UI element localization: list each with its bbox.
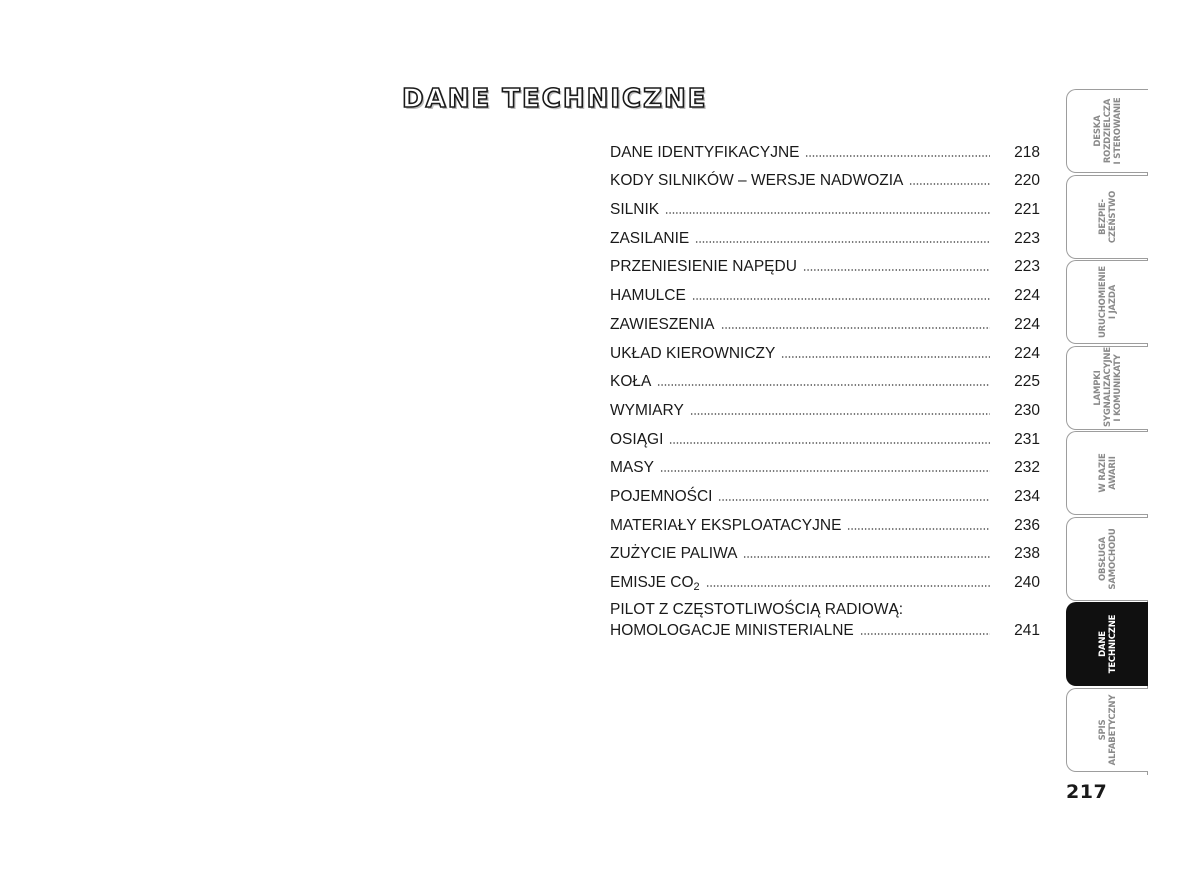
toc-entry-page: 224 [1014,287,1040,305]
toc-leader [610,312,990,338]
toc-entry[interactable] [610,226,1040,255]
toc-entry-page: 223 [1014,229,1040,247]
section-tab-label-line: LAMPKI [1092,369,1103,406]
toc-entry-label: MASY [610,455,660,481]
section-tab-label [1098,434,1118,512]
dot-leader [690,413,990,415]
section-tab-lampki[interactable] [1066,346,1148,430]
toc-entry-page: 220 [1014,172,1040,190]
section-tab-label-line: BEZPIE- [1097,198,1108,235]
toc-leader [610,283,990,309]
dot-leader [847,528,990,530]
toc-entry-label: SILNIK [610,197,665,223]
section-tab-label-line: CZEŃSTWO [1107,190,1118,243]
toc-entry-label: PRZENIESIENIE NAPĘDU [610,254,803,280]
toc-leader [610,484,990,510]
toc-entry[interactable] [610,283,1040,312]
section-tab-label-line: DANE [1097,631,1108,657]
toc-leader [610,341,990,367]
section-tab-spis-alfabetyczny[interactable] [1066,688,1148,772]
toc-entry[interactable] [610,427,1040,456]
section-tab-label-line: DESKA [1092,115,1103,147]
toc-entry-page: 231 [1014,430,1040,448]
toc-leader [610,427,990,453]
dot-leader [706,585,990,587]
section-tab-label-line: AWARII [1107,456,1118,490]
section-tab-label-line: SPIS [1097,719,1108,740]
toc-leader [610,140,990,166]
dot-leader [743,556,990,558]
toc-entry-label: UKŁAD KIEROWNICZY [610,341,781,367]
section-tab-label [1093,92,1123,170]
toc-entry-page: 230 [1014,401,1040,419]
section-tab-label-line: OBSŁUGA [1097,536,1108,581]
dot-leader [909,183,990,185]
toc-entry-page: 232 [1014,459,1040,477]
toc-leader [610,254,990,280]
toc-entry-page: 240 [1014,574,1040,591]
toc-entry-label [610,570,706,596]
dot-leader [665,212,990,214]
toc-entry-label: ZASILANIE [610,226,695,252]
page-number: 217 [1066,781,1108,803]
section-tab-label [1098,691,1118,769]
toc-entry[interactable] [610,484,1040,513]
toc-entry[interactable] [610,370,1040,399]
page-title: DANE TECHNICZNE [402,84,708,114]
toc-entry-label: KOŁA [610,369,657,395]
section-tab-label [1092,346,1123,427]
section-tab-label-line: I KOMUNIKATY [1112,353,1123,422]
section-tab-label-line: ALFABETYCZNY [1107,694,1118,765]
toc-entry[interactable] [610,140,1040,169]
dot-leader [781,356,990,358]
toc-entry[interactable] [610,312,1040,341]
section-tab-label-line: URUCHOMIENIE [1097,265,1108,339]
section-tab-label-line: ROZDZIELCZA [1102,98,1113,164]
toc-leader [610,226,990,252]
toc-entry-page: 218 [1014,143,1040,161]
section-tab-label [1098,605,1118,683]
toc-entry-label: ZAWIESZENIA [610,312,721,338]
toc-entry[interactable] [610,456,1040,485]
toc-entry[interactable] [610,599,1040,647]
dot-leader [692,298,990,300]
toc-entry-label: POJEMNOŚCI [610,484,718,510]
section-tab-bezpieczenstwo[interactable] [1066,175,1148,259]
dot-leader [660,470,990,472]
table-of-contents [610,140,1040,647]
section-tab-label [1098,178,1118,256]
section-tab-label [1098,263,1118,341]
section-tab-label-line: SAMOCHODU [1107,527,1118,590]
toc-leader [610,398,990,424]
toc-entry-label: DANE IDENTYFIKACYJNE [610,140,805,166]
toc-entry-label: KODY SILNIKÓW – WERSJE NADWOZIA [610,168,909,194]
toc-entry-label: WYMIARY [610,398,690,424]
toc-entry-page: 223 [1014,258,1040,276]
toc-entry-label: OSIĄGI [610,427,669,453]
toc-leader [610,455,990,481]
dot-leader [803,269,990,271]
toc-entry-label: ZUŻYCIE PALIWA [610,541,743,567]
toc-entry-page: 221 [1014,201,1040,219]
section-tab-label-line: I JAZDA [1107,284,1118,320]
toc-entry[interactable] [610,398,1040,427]
toc-entry-label: HOMOLOGACJE MINISTERIALNE [610,618,860,644]
toc-entry-page: 234 [1014,487,1040,505]
toc-entry[interactable] [610,341,1040,370]
toc-leader [610,168,990,194]
toc-leader [610,197,990,223]
subscript-two: 2 [693,581,700,593]
toc-entry-label: HAMULCE [610,283,692,309]
toc-entry-page: 224 [1014,344,1040,362]
dot-leader [695,241,990,243]
dot-leader [860,633,990,635]
section-tab-uruchomienie[interactable] [1066,260,1148,344]
toc-leader [610,618,990,644]
section-tab-deska-rozdzielcza[interactable] [1066,89,1148,173]
toc-entry-page: 225 [1014,373,1040,391]
dot-leader [721,327,991,329]
toc-leader [610,369,990,395]
toc-entry[interactable] [610,542,1040,571]
toc-entry[interactable] [610,197,1040,226]
section-tab-label-line: SYGNALIZACYJNE [1102,346,1113,427]
toc-entry-page: 236 [1014,516,1040,534]
toc-entry[interactable] [610,169,1040,198]
toc-entry-page: 238 [1014,545,1040,563]
section-tab-obsluga[interactable] [1066,517,1148,601]
dot-leader [805,155,990,157]
toc-leader [610,541,990,567]
dot-leader [718,499,990,501]
toc-entry-page: 241 [1014,622,1040,639]
toc-entry[interactable] [610,570,1040,599]
toc-entry-page: 224 [1014,315,1040,333]
section-tab-w-razie-awarii[interactable] [1066,431,1148,515]
section-tab-label-line: I STEROWANIE [1112,97,1123,165]
dot-leader [669,442,990,444]
toc-entry-label-text: EMISJE CO [610,574,694,591]
toc-entry-label-line1: PILOT Z CZĘSTOTLIWOŚCIĄ RADIOWĄ: [610,601,904,618]
section-tab-label-line: TECHNICZNE [1107,614,1118,674]
toc-leader [610,513,990,539]
toc-entry[interactable] [610,513,1040,542]
dot-leader [657,384,990,386]
toc-entry[interactable] [610,255,1040,284]
section-tab-label-line: W RAZIE [1097,453,1108,493]
toc-leader [610,570,990,596]
toc-entry-label: MATERIAŁY EKSPLOATACYJNE [610,513,847,539]
section-tab-label [1098,520,1118,598]
section-tab-dane-techniczne[interactable] [1066,602,1148,686]
